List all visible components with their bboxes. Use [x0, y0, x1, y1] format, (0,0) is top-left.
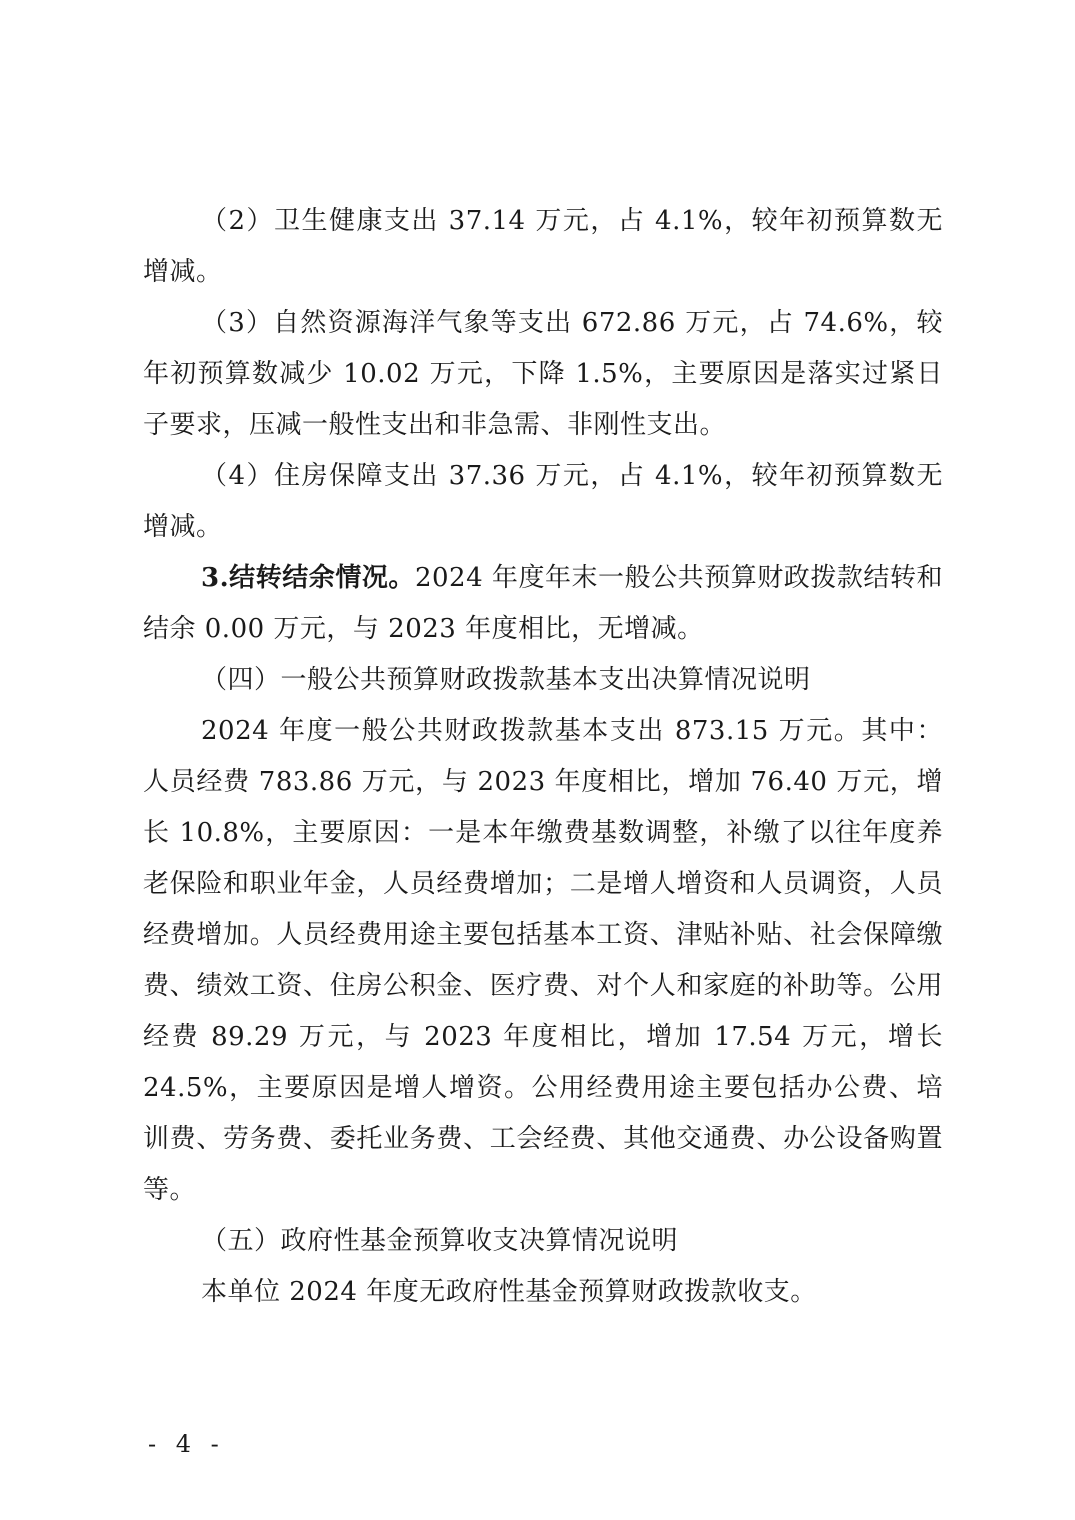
paragraph-housing-expenditure: （4）住房保障支出 37.36 万元，占 4.1%，较年初预算数无增减。: [143, 461, 943, 542]
paragraph-health-expenditure: （2）卫生健康支出 37.14 万元，占 4.1%，较年初预算数无增减。: [143, 206, 943, 287]
section-4-heading: （四）一般公共预算财政拨款基本支出决算情况说明: [201, 665, 811, 695]
page-number: - 4 -: [148, 1430, 225, 1458]
carryover-lead: 3.结转结余情况。: [201, 563, 415, 593]
section-4-text: 2024 年度一般公共财政拨款基本支出 873.15 万元。其中：人员经费 783.86 万元，与 2023 年度相比，增加 76.40 万元，增长 10.8%，主要原因：一是本年缴费基数调整，补缴了以往年度养老保险和职业年金，人员经费增加；二是增人增资和人员调资，人员经费增加。人员经费用途主要包括基本工资、津贴补贴、社会保障缴费、绩效工资、住房公积金、医疗费、对个人和家庭的补助等。公用经费 89.29 万元，与 2023 年度相比，增加 17.54 万元，增长 24.5%，主要原因是增人增资。公用经费用途主要包括办公费、培训费、劳务费、委托业务费、工会经费、其他交通费、办公设备购置等。: [143, 716, 943, 1205]
carryover-text: 2024 年度年末一般公共预算财政拨款结转和结余 0.00 万元，与 2023 年度相比，无增减。: [143, 563, 943, 644]
document-body: [143, 196, 943, 1318]
section-5-heading: （五）政府性基金预算收支决算情况说明: [201, 1226, 679, 1256]
section-5-text: 本单位 2024 年度无政府性基金预算财政拨款收支。: [201, 1277, 817, 1307]
paragraph-natural-resources-expenditure: （3）自然资源海洋气象等支出 672.86 万元，占 74.6%，较年初预算数减少 10.02 万元，下降 1.5%，主要原因是落实过紧日子要求，压减一般性支出和非急需、非刚性支出。: [143, 308, 943, 440]
paragraph-carryover: [143, 553, 943, 655]
